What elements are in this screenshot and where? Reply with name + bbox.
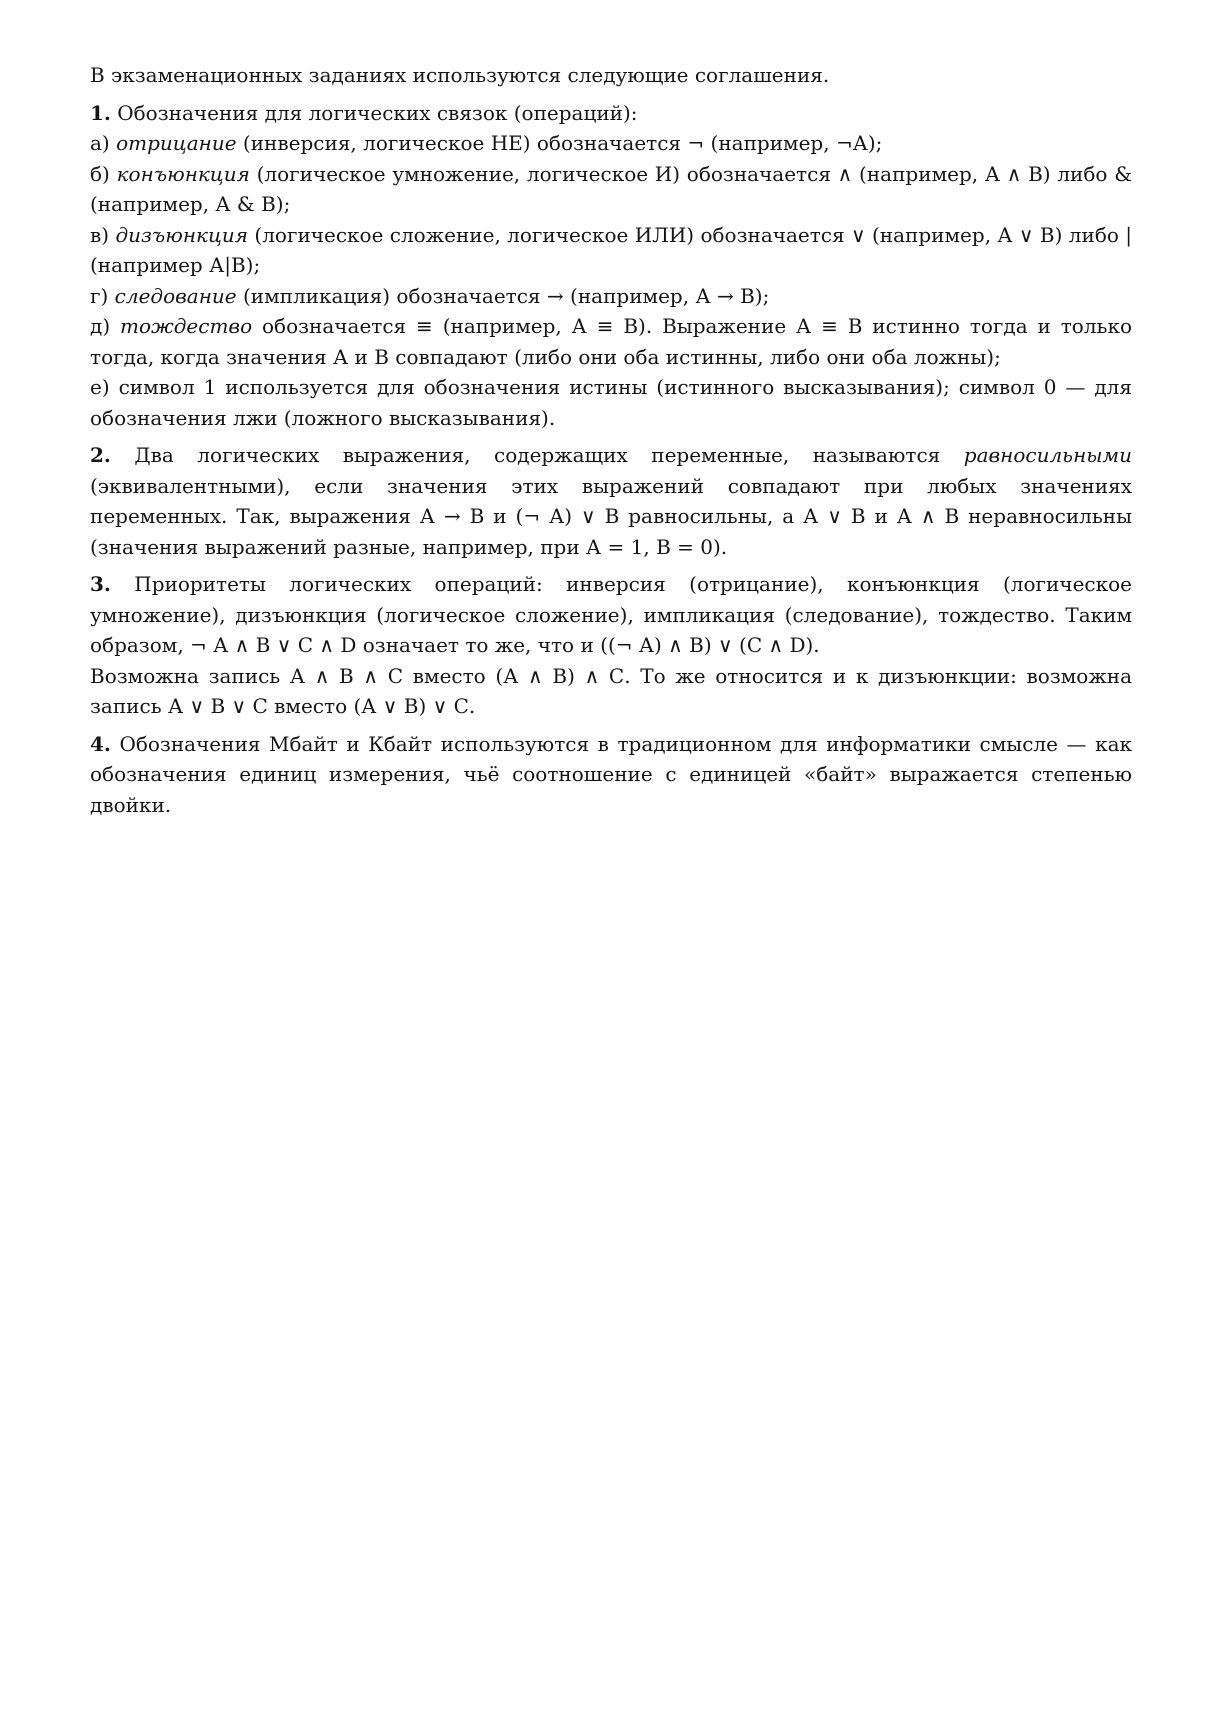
term-equivalent: равносильными — [963, 443, 1132, 467]
item-d-implication — [90, 281, 1132, 312]
document-page — [90, 60, 1132, 827]
item-text: обозначается ≡ (например, А ≡ В). Выражение А ≡ В истинно тогда и только тогда, когда значения А и В совпадают (либо они оба истинны, либо они оба ложны); — [90, 314, 1132, 369]
section-1 — [90, 98, 1132, 434]
section-3-paragraph-1 — [90, 569, 1132, 661]
item-prefix: а) — [90, 131, 117, 155]
section-2-text-start: Два логических выражения, содержащих переменные, называются — [110, 443, 964, 467]
section-3-paragraph-2: Возможна запись А ∧ В ∧ С вместо (А ∧ В) ∧ С. То же относится и к дизъюнкции: возможна запись А ∨ В ∨ С вместо (А ∨ В) ∨ С. — [90, 663, 1132, 718]
section-2-paragraph — [90, 440, 1132, 562]
section-number: 4. — [90, 731, 111, 756]
item-e-equivalence — [90, 311, 1132, 372]
section-number: 1. — [90, 100, 111, 125]
intro-paragraph: В экзаменационных заданиях используются следующие соглашения. — [90, 63, 830, 87]
item-prefix: в) — [90, 222, 116, 247]
item-text: (импликация) обозначается → (например, А → В); — [236, 283, 770, 308]
item-prefix: г) — [90, 283, 115, 308]
section-2-text-rest: (эквивалентными), если значения этих выражений совпадают при любых значениях переменных. Так, выражения А → В и (¬ А) ∨ В равносильны, а А ∨ В и А ∧ В неравносильны (значения выражений разные, например, при А = 1, В = 0). — [90, 473, 1132, 559]
term-disjunction: дизъюнкция — [115, 222, 249, 247]
item-text: (инверсия, логическое НЕ) обозначается ¬ (например, ¬А); — [236, 131, 883, 155]
section-4 — [90, 729, 1132, 821]
item-c-disjunction — [90, 220, 1132, 281]
item-text: (логическое умножение, логическое И) обозначается ∧ (например, А ∧ В) либо & (например, А & В); — [90, 161, 1133, 216]
section-1-heading — [90, 98, 1132, 129]
term-conjunction: конъюнкция — [116, 161, 250, 186]
section-2 — [90, 440, 1132, 562]
section-3 — [90, 569, 1132, 722]
section-number: 2. — [90, 443, 111, 467]
term-negation: отрицание — [116, 131, 237, 155]
item-prefix: д) — [90, 314, 121, 338]
section-1-heading-text: Обозначения для логических связок (операций): — [110, 100, 638, 125]
term-equivalence: тождество — [120, 314, 253, 338]
item-a-negation — [90, 128, 1132, 159]
term-implication: следование — [114, 283, 237, 308]
section-4-paragraph — [90, 729, 1132, 821]
section-4-text: Обозначения Мбайт и Кбайт используются в традиционном для информатики смысле — как обозначения единиц измерения, чьё соотношение с единицей «байт» выражается степенью двойки. — [90, 731, 1132, 817]
item-b-conjunction — [90, 159, 1132, 220]
item-text: (логическое сложение, логическое ИЛИ) обозначается ∨ (например, А ∨ В) либо | (например А|В); — [90, 222, 1133, 277]
section-number: 3. — [90, 572, 111, 596]
item-f-constants: е) символ 1 используется для обозначения истины (истинного высказывания); символ 0 — для обозначения лжи (ложного высказывания). — [90, 375, 1132, 430]
section-3-text: Приоритеты логических операций: инверсия (отрицание), конъюнкция (логическое умножение), дизъюнкция (логическое сложение), импликация (следование), тождество. Таким образом, ¬ А ∧ В ∨ С ∧ D означает то же, что и ((¬ А) ∧ В) ∨ (С ∧ D). — [90, 572, 1132, 657]
item-prefix: б) — [90, 161, 117, 186]
